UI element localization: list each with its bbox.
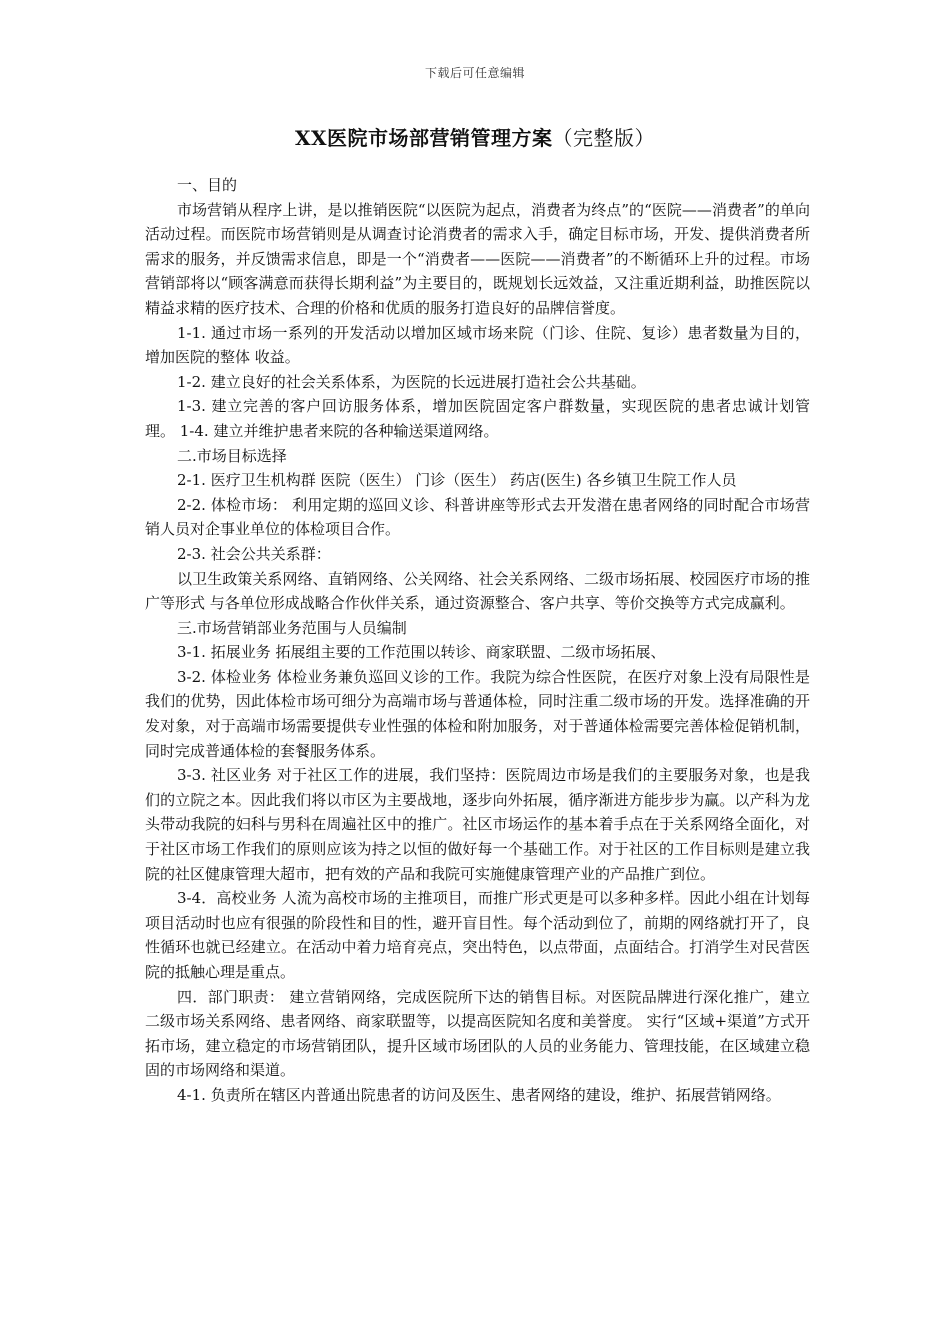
title-suffix: （完整版） <box>552 126 656 150</box>
header-note: 下载后可任意编辑 <box>424 66 525 80</box>
title-main: XX医院市场部营销管理方案 <box>294 126 553 150</box>
paragraph-2-3: 2-3. 社会公共关系群： <box>177 544 331 563</box>
paragraph-1-1: 1-1. 通过市场一系列的开发活动以增加区域市场来院（门诊、住院、复诊）患者数量为目的，增加医院的整体 收益。 <box>145 323 810 367</box>
paragraph-2-1: 2-1. 医疗卫生机构群 医院（医生） 门诊（医生） 药店(医生) 各乡镇卫生院工作人员 <box>177 471 737 490</box>
paragraph-intro: 市场营销从程序上讲，是以推销医院“以医院为起点，消费者为终点”的“医院——消费者”的单向活动过程。而医院市场营销则是从调查讨论消费者的需求入手，确定目标市场，开发、提供消费者所需求的服务，并反馈需求信息，即是一个“消费者——医院——消费者”的不断循环上升的过程。市场营销部将以“顾客满意而获得长期利益”为主要目的，既规划长远效益，又注重近期利益，助推医院以精益求精的医疗技术、合理的价格和优质的服务打造良好的品牌信誉度。 <box>145 200 810 317</box>
document-body <box>145 173 810 1108</box>
document-title <box>0 122 950 151</box>
paragraph-1-2: 1-2. 建立良好的社会关系体系，为医院的长远进展打造社会公共基础。 <box>177 372 646 391</box>
paragraph-1-3: 1-3. 建立完善的客户回访服务体系，增加医院固定客户群数量，实现医院的患者忠诚计划管理。 1-4. 建立并维护患者来院的各种输送渠道网络。 <box>145 397 810 440</box>
section-heading-scope: 三.市场营销部业务范围与人员编制 <box>177 618 407 637</box>
paragraph-4-1: 4-1. 负责所在辖区内普通出院患者的访问及医生、患者网络的建设，维护、拓展营销网络。 <box>177 1085 781 1104</box>
paragraph-2-3-detail: 以卫生政策关系网络、直销网络、公关网络、社会关系网络、二级市场拓展、校园医疗市场的推广等形式 与各单位形成战略合作伙伴关系，通过资源整合、客户共享、等价交换等方式完成赢利。 <box>145 569 810 613</box>
section-heading-target: 二.市场目标选择 <box>177 446 287 465</box>
section-heading-purpose: 一、目的 <box>177 176 238 194</box>
paragraph-2-2: 2-2. 体检市场： 利用定期的巡回义诊、科普讲座等形式去开发潜在患者网络的同时配合市场营销人员对企事业单位的体检项目合作。 <box>145 495 810 539</box>
paragraph-3-1: 3-1. 拓展业务 拓展组主要的工作范围以转诊、商家联盟、二级市场拓展、 <box>177 643 666 662</box>
paragraph-3-3: 3-3. 社区业务 对于社区工作的进展，我们坚持：医院周边市场是我们的主要服务对象，也是我们的立院之本。因此我们将以市区为主要战地，逐步向外拓展，循序渐进方能步步为赢。以产科为龙头带动我院的妇科与男科在周遍社区中的推广。社区市场运作的基本着手点在于关系网络全面化，对于社区市场工作我们的原则应该为持之以恒的做好每一个基础工作。对于社区的工作目标则是建立我院的社区健康管理大超市，把有效的产品和我院可实施健康管理产业的产品推广到位。 <box>145 766 810 883</box>
paragraph-duties: 四．部门职责： 建立营销网络，完成医院所下达的销售目标。对医院品牌进行深化推广，建立二级市场关系网络、患者网络、商家联盟等，以提高医院知名度和美誉度。 实行“区域+渠道”方式开拓市场，建立稳定的市场营销团队，提升区域市场团队的人员的业务能力、管理技能，在区域建立稳固的市场网络和渠道。 <box>145 987 810 1080</box>
paragraph-3-2: 3-2. 体检业务 体检业务兼负巡回义诊的工作。我院为综合性医院，在医疗对象上没有局限性是我们的优势，因此体检市场可细分为高端市场与普通体检，同时注重二级市场的开发。选择准确的开发对象，对于高端市场需要提供专业性强的体检和附加服务，对于普通体检需要完善体检促销机制，同时完成普通体检的套餐服务体系。 <box>145 667 810 760</box>
paragraph-3-4: 3-4．高校业务 人流为高校市场的主推项目，而推广形式更是可以多种多样。因此小组在计划每项目活动时也应有很强的阶段性和目的性，避开盲目性。每个活动到位了，前期的网络就打开了，良性循环也就已经建立。在活动中着力培育亮点，突出特色，以点带面，点面结合。打消学生对民营医院的抵触心理是重点。 <box>145 889 810 981</box>
